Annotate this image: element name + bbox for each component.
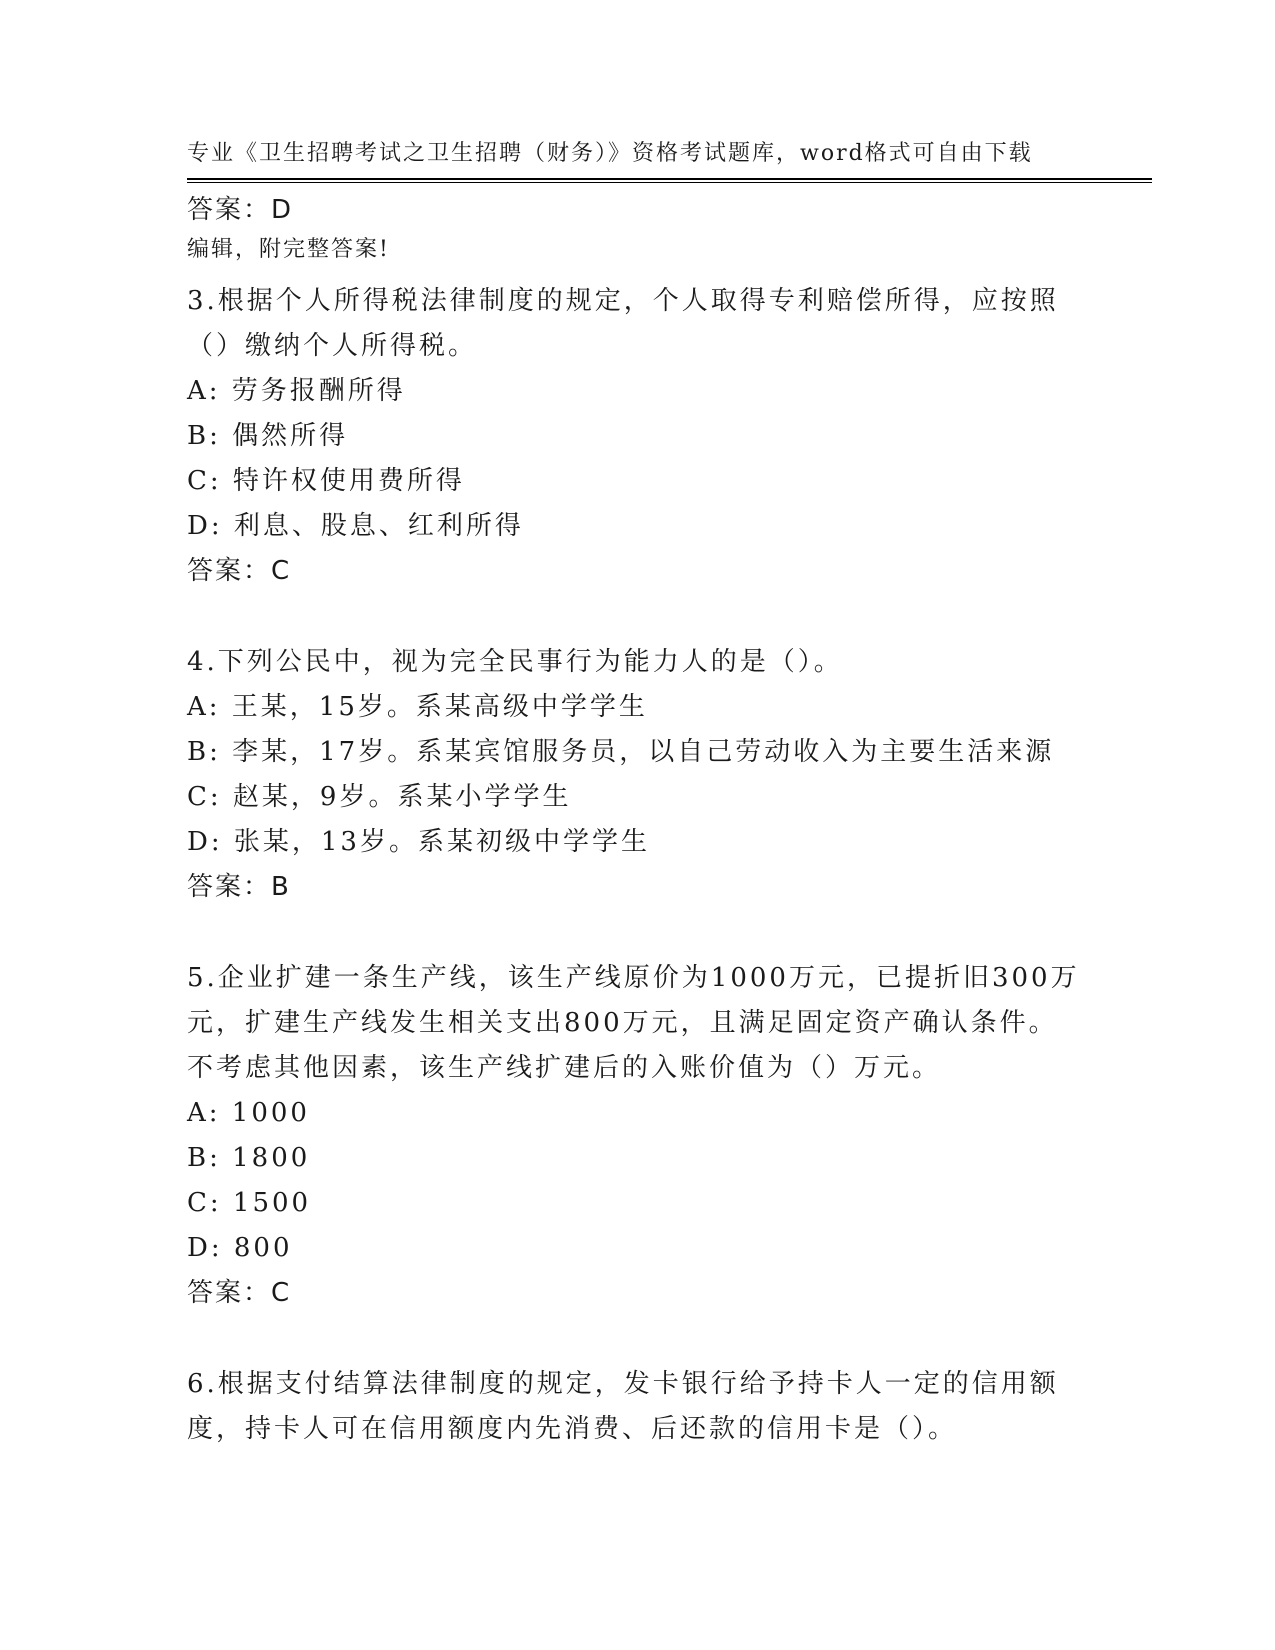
option-a: A: 1000	[187, 1098, 310, 1128]
option-d: D: 800	[187, 1233, 293, 1263]
answer-line: 答案：C	[187, 1278, 292, 1308]
question-stem: 元，扩建生产线发生相关支出800万元，且满足固定资产确认条件。	[187, 1008, 1058, 1038]
question-list	[187, 188, 1087, 1452]
question-stem: 6.根据支付结算法律制度的规定，发卡银行给予持卡人一定的信用额	[187, 1369, 1059, 1399]
option-c: C: 赵某，9岁。系某小学学生	[187, 782, 572, 812]
header-line-1: 专业《卫生招聘考试之卫生招聘（财务）》资格考试题库，word格式可自由下载	[187, 141, 1033, 166]
question-item	[187, 956, 1087, 1316]
question-stem: 5.企业扩建一条生产线，该生产线原价为1000万元，已提折旧300万	[187, 963, 1080, 993]
question-item	[187, 1362, 1087, 1452]
option-d: D: 张某，13岁。系某初级中学学生	[187, 827, 650, 857]
option-b: B: 偶然所得	[187, 421, 349, 451]
header-line-2: 编辑，附完整答案!	[187, 237, 390, 262]
question-item	[187, 279, 1087, 594]
answer-line: 答案：C	[187, 556, 292, 586]
option-d: D: 利息、股息、红利所得	[187, 511, 524, 541]
option-b: B: 李某，17岁。系某宾馆服务员，以自己劳动收入为主要生活来源	[187, 737, 1055, 767]
option-b: B: 1800	[187, 1143, 311, 1173]
option-a: A: 劳务报酬所得	[187, 376, 406, 406]
question-stem: 不考虑其他因素，该生产线扩建后的入账价值为（）万元。	[187, 1053, 942, 1083]
question-stem: 度，持卡人可在信用额度内先消费、后还款的信用卡是（）。	[187, 1414, 958, 1444]
question-stem: （）缴纳个人所得税。	[187, 331, 478, 361]
header-divider	[187, 178, 1152, 183]
option-c: C: 特许权使用费所得	[187, 466, 465, 496]
answer-line: 答案：D	[187, 195, 294, 225]
question-stem: 4.下列公民中，视为完全民事行为能力人的是（）。	[187, 647, 843, 677]
answer-line: 答案：B	[187, 872, 291, 902]
option-c: C: 1500	[187, 1188, 312, 1218]
question-item	[187, 640, 1087, 910]
question-stem: 3.根据个人所得税法律制度的规定，个人取得专利赔偿所得，应按照	[187, 286, 1059, 316]
option-a: A: 王某，15岁。系某高级中学学生	[187, 692, 648, 722]
